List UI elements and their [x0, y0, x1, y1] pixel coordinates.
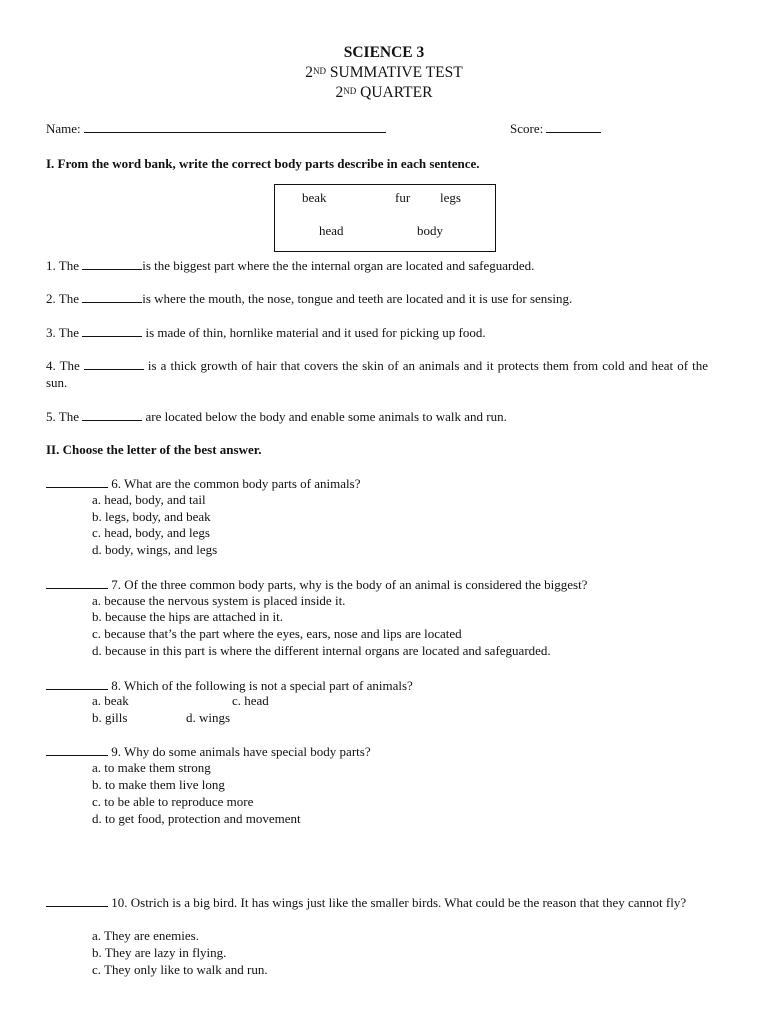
option: b. to make them live long — [92, 777, 225, 792]
word-bank-item: body — [417, 223, 443, 238]
option: c. because that’s the part where the eyes, ears, nose and lips are located — [92, 626, 462, 641]
option: a. They are enemies. — [92, 928, 199, 943]
part1-item-2: 2. The is where the mouth, the nose, tongue and teeth are located and it is use for sensing. — [46, 291, 573, 306]
answer-blank[interactable] — [84, 357, 144, 370]
name-label: Name: — [46, 121, 81, 136]
answer-blank[interactable] — [46, 743, 108, 756]
test-subtitle: 2ND SUMMATIVE TEST — [305, 64, 463, 81]
question-10-stem: 10. Ostrich is a big bird. It has wings just like the smaller birds. What could be the reason that they cannot fly? — [46, 894, 708, 912]
option: d. because in this part is where the different internal organs are located and safeguarded. — [92, 643, 551, 658]
question-9-stem: 9. Why do some animals have special body parts? — [46, 743, 708, 761]
option: c. to be able to reproduce more — [92, 794, 254, 809]
question-8-stem: 8. Which of the following is not a special part of animals? — [46, 677, 708, 695]
score-line — [510, 120, 601, 138]
question-7-stem: 7. Of the three common body parts, why is the body of an animal is considered the biggest? — [46, 576, 708, 594]
word-bank-item: fur — [395, 190, 411, 205]
word-bank-item: legs — [440, 190, 461, 205]
answer-blank[interactable] — [82, 290, 142, 303]
option: d. wings — [186, 710, 231, 725]
question-6-stem: 6. What are the common body parts of animals? — [46, 475, 708, 493]
word-bank — [274, 184, 496, 252]
option: c. head, body, and legs — [92, 525, 210, 540]
answer-blank[interactable] — [82, 408, 142, 421]
option: b. because the hips are attached in it. — [92, 609, 283, 624]
score-field[interactable] — [546, 120, 601, 133]
answer-blank[interactable] — [46, 576, 108, 589]
answer-blank[interactable] — [82, 324, 142, 337]
part1-item-4: 4. The is a thick growth of hair that covers the skin of an animals and it protects them from cold and heat of the sun. — [46, 358, 708, 390]
option: d. to get food, protection and movement — [92, 811, 301, 826]
option: a. because the nervous system is placed inside it. — [92, 593, 346, 608]
quarter-subtitle: 2ND QUARTER — [335, 84, 433, 101]
part1-item-5: 5. The are located below the body and enable some animals to walk and run. — [46, 409, 507, 424]
option: a. head, body, and tail — [92, 492, 206, 507]
part1-item-1: 1. The is the biggest part where the the internal organ are located and safeguarded. — [46, 258, 535, 273]
answer-blank[interactable] — [46, 677, 108, 690]
part2-instruction: II. Choose the letter of the best answer. — [46, 442, 262, 457]
option: d. body, wings, and legs — [92, 542, 218, 557]
answer-blank[interactable] — [46, 894, 108, 907]
option: a. to make them strong — [92, 760, 211, 775]
part1-instruction: I. From the word bank, write the correct body parts describe in each sentence. — [46, 156, 480, 171]
option: a. beak — [92, 693, 129, 708]
option: c. They only like to walk and run. — [92, 962, 268, 977]
answer-blank[interactable] — [82, 257, 142, 270]
part1-item-3: 3. The is made of thin, hornlike material and it used for picking up food. — [46, 325, 486, 340]
option: b. gills — [92, 710, 128, 725]
word-bank-item: beak — [302, 190, 327, 205]
option: b. They are lazy in flying. — [92, 945, 227, 960]
word-bank-item: head — [319, 223, 344, 238]
name-field[interactable] — [84, 120, 386, 133]
answer-blank[interactable] — [46, 475, 108, 488]
score-label: Score: — [510, 121, 544, 136]
option: b. legs, body, and beak — [92, 509, 211, 524]
page-title: SCIENCE 3 — [343, 44, 425, 61]
option: c. head — [232, 693, 269, 708]
name-line — [46, 120, 386, 138]
